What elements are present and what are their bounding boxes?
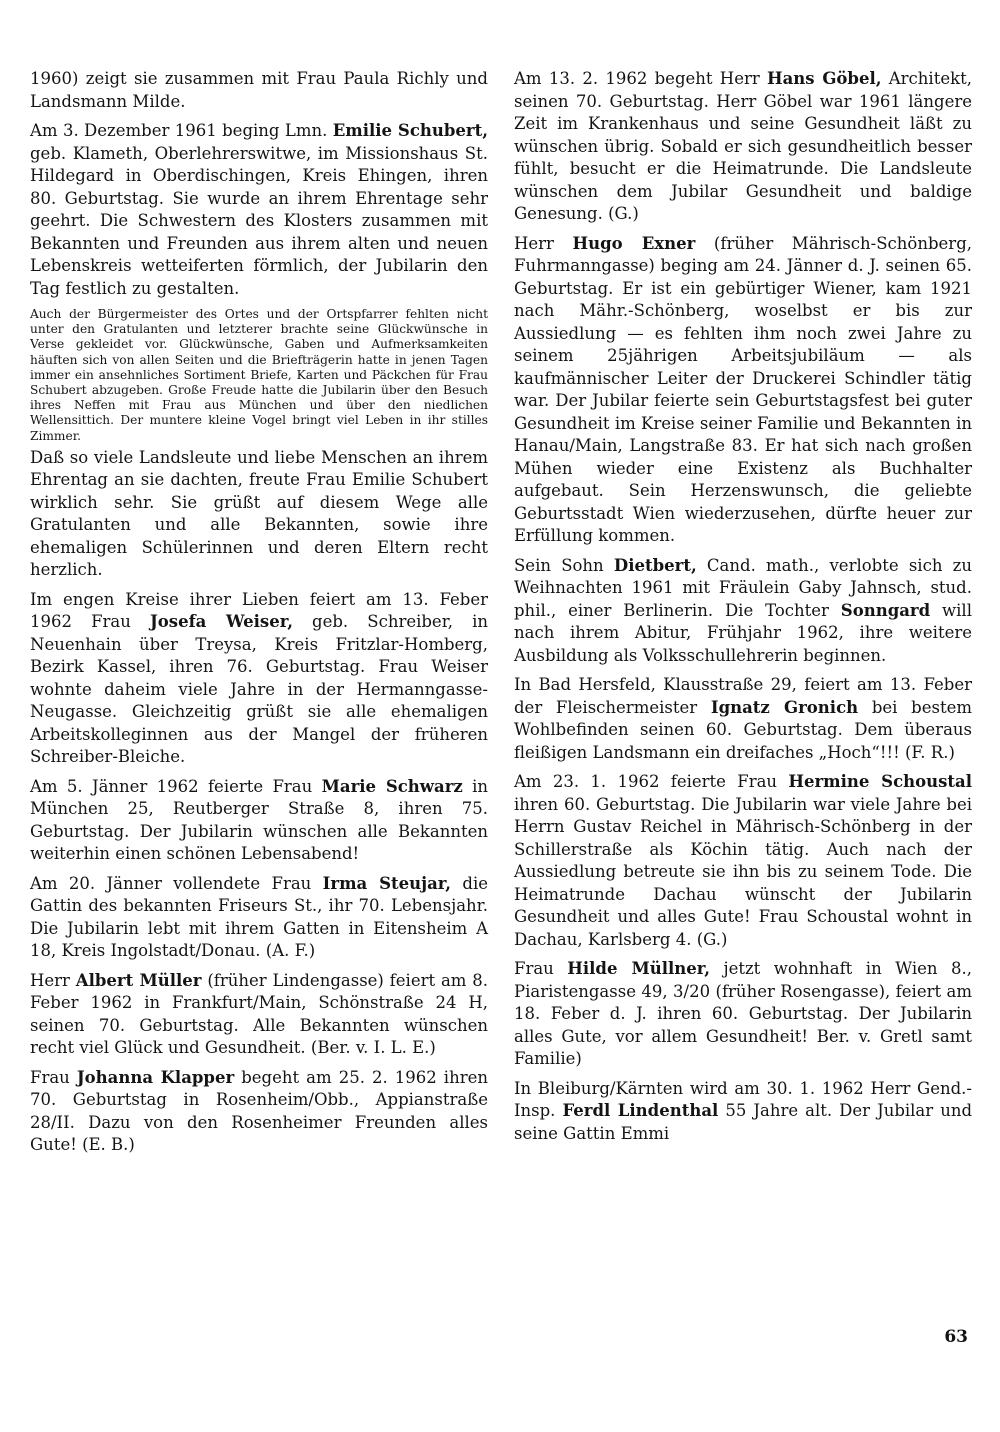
paragraph-text: Daß so viele Landsleute und liebe Menschen an ihrem Ehrentag an sie dachten, freute Frau Emilie Schubert wirklich sehr. Sie grüßt auf diesem Wege alle Gratulanten und alle Bekannten, sowie ihre ehemaligen Schülerinnen und deren Eltern recht herzlich. — [30, 447, 488, 580]
left-paragraph — [30, 589, 488, 769]
paragraph-text: Frau — [514, 959, 568, 978]
person-name: Hugo Exner — [572, 233, 696, 253]
left-paragraph — [30, 307, 488, 444]
person-name: Ferdl Lindenthal — [562, 1101, 719, 1120]
paragraph-text: (früher Mährisch-Schönberg, Fuhrmanngasse) beging am 24. Jänner d. J. seinen 65. Geburtstag. Er ist ein gebürtiger Wiener, kam 1921 nach Mähr.-Schönberg, woselbst er bis zur Aussiedlung — es fehlten ihm noch zwei Jahre zu seinem 25jährigen Arbeitsjubiläum — als kaufmännischer Leiter der Druckerei Schindler tätig war. Der Jubilar feierte sein Geburtstagsfest bei guter Gesundheit im Kreise seiner Familie und Bekannten in Hanau/Main, Langstraße 83. Er hat sich nach großen Mühen wieder eine Existenz als Buchhalter aufgebaut. Sein Herzenswunsch, die geliebte Geburtsstadt Wien wiederzusehen, dürfte heuer zur Erfüllung kommen. — [514, 233, 972, 545]
paragraph-text: jetzt wohnhaft in Wien 8., Piaristengasse 49, 3/20 (früher Rosengasse), feiert am 18. Feber d. J. ihren 60. Geburtstag. Der Jubilarin alles Gute, vor allem Gesundheit! Ber. v. Gretl samt Familie) — [514, 959, 973, 1068]
right-paragraph — [514, 958, 972, 1071]
right-paragraph — [514, 233, 972, 548]
person-name: Hermine Schoustal — [788, 772, 972, 791]
paragraph-text: Auch der Bürgermeister des Ortes und der Ortspfarrer fehlten nicht unter den Gratulanten und letzterer brachte seine Glückwünsche in Verse gekleidet vor. Glückwünsche, Gaben und Aufmerksamkeiten häuften sich von allen Seiten und die Briefträgerin hatte in jenen Tagen immer ein ansehnliches Sortiment Briefe, Karten und Päckchen für Frau Schubert abzugeben. Große Freude hatte die Jubilarin über den Besuch ihres Neffen mit Frau aus München und über den niedlichen Wellensittich. Der muntere kleine Vogel bringt viel Leben in ihr stilles Zimmer. — [30, 307, 488, 443]
paragraph-text: Im engen Kreise ihrer Lieben feiert am 13. Feber 1962 Frau — [30, 589, 488, 632]
right-paragraph — [514, 68, 972, 226]
paragraph-text: in München 25, Reutberger Straße 8, ihren 75. Geburtstag. Der Jubilarin wünschen alle Bekannten weiterhin einen schönen Lebensabend! — [30, 776, 488, 864]
left-paragraph — [30, 970, 488, 1060]
paragraph-text: In Bad Hersfeld, Klausstraße 29, feiert am 13. Feber der Fleischermeister — [514, 675, 972, 717]
paragraph-text: Am 5. Jänner 1962 feierte Frau — [30, 776, 322, 796]
paragraph-text: 1960) zeigt sie zusammen mit Frau Paula Richly und Landsmann Milde. — [30, 69, 488, 111]
right-paragraph — [514, 674, 972, 764]
left-paragraph — [30, 120, 488, 300]
left-paragraph — [30, 447, 488, 582]
person-name: Hans Göbel, — [767, 69, 882, 88]
paragraph-text: Frau — [30, 1067, 77, 1087]
right-paragraph — [514, 555, 972, 668]
person-name: Albert Müller — [75, 970, 202, 990]
paragraph-text: In Bleiburg/Kärnten wird am 30. 1. 1962 Herr Gend.-Insp. — [514, 1078, 972, 1120]
person-name: Emilie Schubert, — [332, 121, 488, 140]
person-name: Hilde Müllner, — [567, 959, 710, 978]
paragraph-text: ihren 60. Geburtstag. Die Jubilarin war viele Jahre bei Herrn Gustav Reichel in Mährisch-Schönberg in der Schillerstraße als Köchin tätig. Auch nach der Aussiedlung betreute sie ihn bis zu seinem Tode. Die Heimatrunde Dachau wünscht der Jubilarin Gesundheit und alles Gute! Frau Schoustal wohnt in Dachau, Karlsberg 4. (G.) — [514, 794, 972, 949]
right-paragraph — [514, 771, 972, 951]
paragraph-text: Am 20. Jänner vollendete Frau — [30, 873, 323, 893]
paragraph-text: geb. Schreiber, in Neuenhain über Treysa, Kreis Fritzlar-Homberg, Bezirk Kassel, ihren 76. Geburtstag. Frau Weiser wohnte daheim viele Jahre in der Hermanngasse-Neugasse. Gleichzeitig grüßt sie alle ehemaligen Arbeitskolleginnen aus der Mangel der früheren Schreiber-Bleiche. — [30, 612, 489, 767]
paragraph-text: Architekt, seinen 70. Geburtstag. Herr Göbel war 1961 längere Zeit im Krankenhaus und seine Gesundheit läßt zu wünschen übrig. Sobald er sich gesundheitlich besser fühlt, besucht er die Heimatrunde. Die Landsleute wünschen dem Jubilar Gesundheit und baldige Genesung. (G.) — [514, 69, 972, 223]
left-paragraph — [30, 68, 488, 113]
paragraph-text: Cand. math., verlobte sich zu Weihnachten 1961 mit Fräulein Gaby Jahnsch, stud. phil., einer Berlinerin. Die Tochter — [514, 555, 972, 620]
person-name: Ignatz Gronich — [710, 697, 859, 717]
paragraph-text: (früher Lindengasse) feiert am 8. Feber 1962 in Frankfurt/Main, Schönstraße 24 H, seinen 70. Geburtstag. Alle Bekannten wünschen recht viel Glück und Gesundheit. (Ber. v. I. L. E.) — [30, 970, 488, 1058]
page-number: 63 — [944, 1327, 968, 1347]
left-paragraph — [30, 1067, 488, 1157]
left-paragraph — [30, 873, 488, 963]
paragraph-text: die Gattin des bekannten Friseurs St., ihr 70. Lebensjahr. Die Jubilarin lebt mit ihrem Gatten in Eitensheim A 18, Kreis Ingolstadt/Donau. (A. F.) — [30, 873, 488, 961]
person-name: Dietbert, — [613, 555, 697, 575]
person-name: Sonngard — [840, 600, 931, 620]
right-column — [514, 68, 972, 1152]
person-name: Josefa Weiser, — [149, 612, 293, 632]
paragraph-text: will nach ihrem Abitur, Frühjahr 1962, ihre weitere Ausbildung als Volksschullehrerin beginnen. — [514, 600, 972, 665]
paragraph-text: Sein Sohn — [514, 555, 614, 575]
paragraph-text: Herr — [514, 233, 573, 253]
paragraph-text: geb. Klameth, Oberlehrerswitwe, im Missionshaus St. Hildegard in Oberdischingen, Kreis Ehingen, ihren 80. Geburtstag. Sie wurde an ihrem Ehrentage sehr geehrt. Die Schwestern des Klosters zusammen mit Bekannten und Freunden aus ihrem alten und neuen Lebenskreis wetteiferten förmlich, der Jubilarin den Tag festlich zu gestalten. — [30, 143, 488, 298]
paragraph-text: Am 3. Dezember 1961 beging Lmn. — [30, 121, 333, 140]
paragraph-text: Am 13. 2. 1962 begeht Herr — [514, 69, 767, 88]
person-name: Marie Schwarz — [321, 776, 463, 796]
paragraph-text: Am 23. 1. 1962 feierte Frau — [514, 772, 789, 791]
paragraph-text: begeht am 25. 2. 1962 ihren 70. Geburtstag in Rosenheim/Obb., Appianstraße 28/II. Dazu von den Rosenheimer Freunden alles Gute! (E. B.) — [30, 1067, 488, 1155]
person-name: Johanna Klapper — [76, 1067, 235, 1087]
paragraph-text: bei bestem Wohlbefinden seinen 60. Geburtstag. Dem überaus fleißigen Landsmann ein dreifaches „Hoch“!!! (F. R.) — [514, 697, 973, 762]
left-column — [30, 68, 488, 1164]
paragraph-text: 55 Jahre alt. Der Jubilar und seine Gattin Emmi — [514, 1101, 973, 1143]
paragraph-text: Herr — [30, 970, 76, 990]
person-name: Irma Steujar, — [322, 873, 452, 893]
right-paragraph — [514, 1078, 972, 1146]
left-paragraph — [30, 776, 488, 866]
